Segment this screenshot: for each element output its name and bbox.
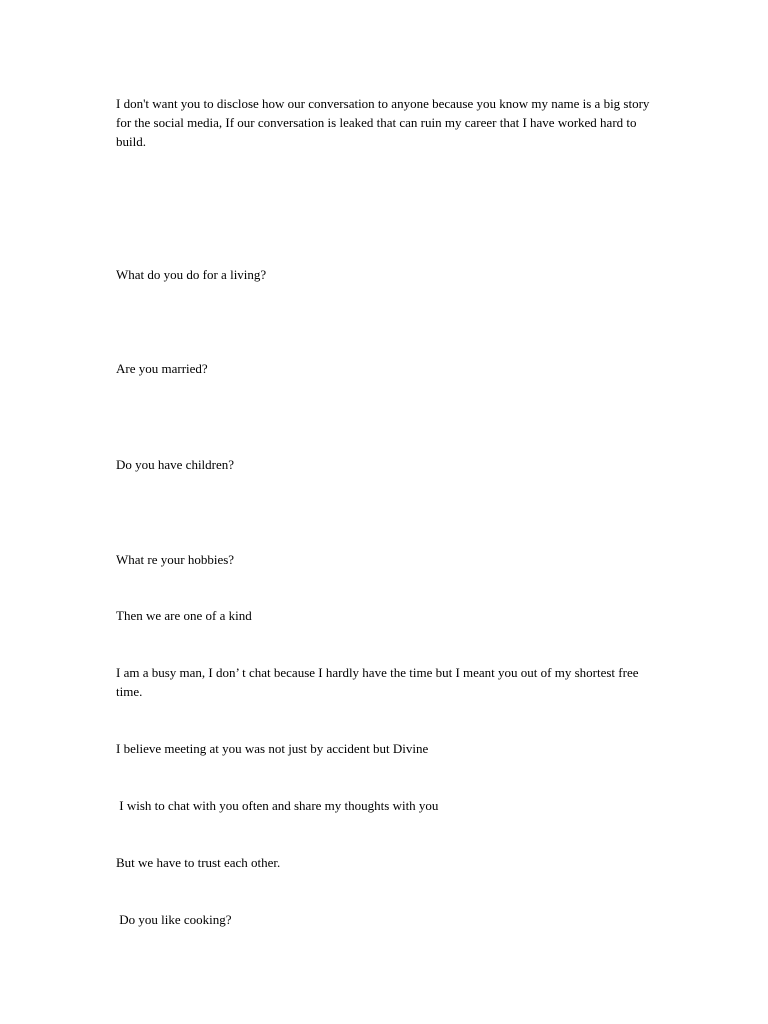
paragraph-disclosure-request: I don't want you to disclose how our conversation to anyone because you know my name is a big story for the social media, If our conversation is leaked that can ruin my career that I have worked hard to build. [116, 96, 653, 149]
paragraph-cooking-question: Do you like cooking? [116, 912, 232, 927]
paragraph-busy-man: I am a busy man, I don’ t chat because I hardly have the time but I meant you out of my shortest free time. [116, 665, 642, 699]
paragraph-living-question: What do you do for a living? [116, 267, 267, 282]
paragraph-married-question: Are you married? [116, 361, 208, 376]
paragraph-children-question: Do you have children? [116, 457, 235, 472]
paragraph-trust: But we have to trust each other. [116, 855, 281, 870]
paragraph-meeting-divine: I believe meeting at you was not just by accident but Divine [116, 741, 429, 756]
paragraph-chat-often: I wish to chat with you often and share my thoughts with you [116, 798, 439, 813]
paragraph-one-of-a-kind: Then we are one of a kind [116, 608, 252, 623]
paragraph-hobbies-question: What re your hobbies? [116, 552, 235, 567]
